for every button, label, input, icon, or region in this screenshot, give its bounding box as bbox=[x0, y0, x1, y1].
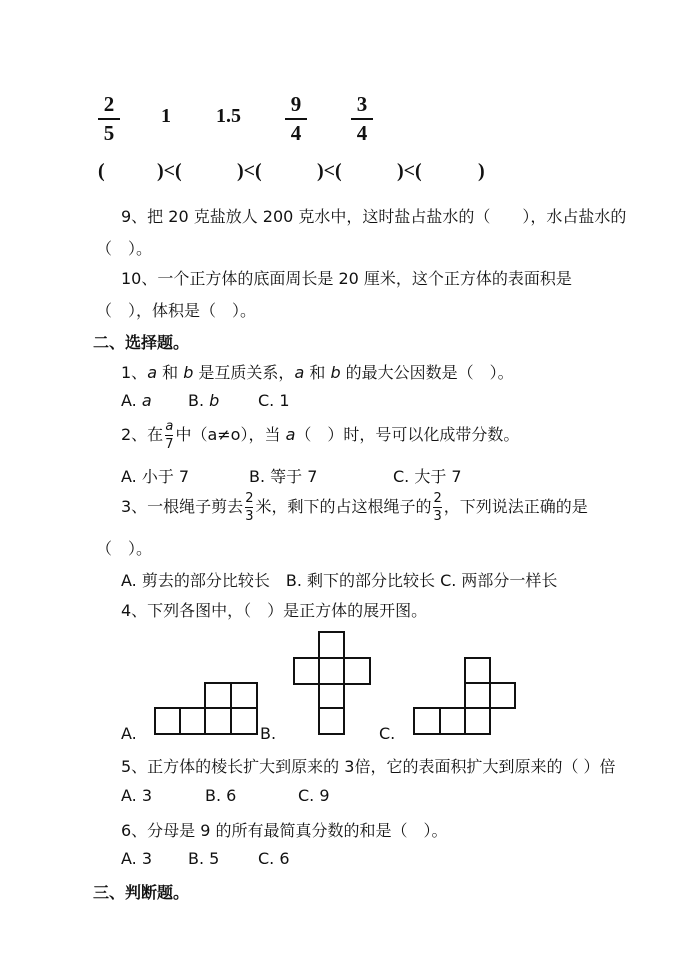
choice-3-question bbox=[121, 492, 588, 523]
text: 的最大公因数是（ ）。 bbox=[340, 363, 514, 382]
fraction-2-5 bbox=[98, 94, 120, 144]
text: （ ）时，号可以化成带分数。 bbox=[295, 425, 520, 444]
var-a: a bbox=[147, 363, 157, 382]
section-2-title: 二、选择题。 bbox=[93, 333, 190, 352]
order-paren-close: ) bbox=[478, 160, 485, 182]
choice-1-option-a bbox=[121, 391, 152, 410]
net-c-label: C. bbox=[379, 724, 396, 743]
fraction-2-3 bbox=[433, 492, 441, 523]
text: 3、一根绳子剪去 bbox=[121, 497, 244, 516]
q9-line1: 9、把 20 克盐放人 200 克水中，这时盐占盐水的（ ），水占盐水的 bbox=[121, 207, 627, 226]
order-gap-3: )<( bbox=[317, 160, 342, 182]
text: ，下列说法正确的是 bbox=[443, 497, 588, 516]
choice-2-question bbox=[121, 420, 519, 451]
text: 中（a≠o），当 bbox=[175, 425, 286, 444]
order-gap-2: )<( bbox=[237, 160, 262, 182]
order-paren-open: ( bbox=[98, 160, 105, 182]
q9-line2: （ ）。 bbox=[96, 239, 153, 258]
denominator: 4 bbox=[356, 121, 368, 145]
choice-2-option-c: C. 大于 7 bbox=[393, 467, 462, 486]
denominator: 3 bbox=[433, 509, 442, 524]
numerator: 9 bbox=[290, 92, 302, 116]
fraction-a-7 bbox=[165, 420, 173, 451]
choice-5-option-a: A. 3 bbox=[121, 786, 153, 805]
number-1: 1 bbox=[161, 105, 171, 127]
choice-3-options: A. 剪去的部分比较长 B. 剩下的部分比较长 C. 两部分一样长 bbox=[121, 571, 558, 590]
choice-3-line2: （ ）。 bbox=[96, 539, 153, 558]
denominator: 3 bbox=[245, 509, 254, 524]
option-value: a bbox=[141, 391, 152, 410]
q10-line2: （ ），体积是（ ）。 bbox=[96, 301, 257, 320]
choice-1-question bbox=[121, 360, 514, 383]
var-b: b bbox=[330, 363, 341, 382]
choice-2-option-b: B. 等于 7 bbox=[249, 467, 318, 486]
choice-6-question: 6、分母是 9 的所有最简真分数的和是（ ）。 bbox=[121, 821, 448, 840]
net-c-diagram bbox=[414, 658, 515, 734]
text: 和 bbox=[304, 363, 331, 382]
option-letter: A. bbox=[121, 391, 137, 410]
numerator: 2 bbox=[433, 491, 442, 506]
order-gap-1: )<( bbox=[157, 160, 182, 182]
var-a: a bbox=[285, 425, 296, 444]
numerator: 2 bbox=[103, 92, 115, 116]
var-b: b bbox=[183, 363, 194, 382]
numerator: 2 bbox=[245, 491, 254, 506]
choice-2-option-a: A. 小于 7 bbox=[121, 467, 190, 486]
net-a-diagram bbox=[155, 683, 257, 734]
denominator: 7 bbox=[165, 437, 174, 452]
text: 2、在 bbox=[121, 425, 164, 444]
choice-6-option-b: B. 5 bbox=[188, 849, 220, 868]
choice-6-option-a: A. 3 bbox=[121, 849, 153, 868]
net-b-diagram bbox=[294, 632, 370, 734]
choice-5-option-b: B. 6 bbox=[205, 786, 237, 805]
denominator: 5 bbox=[103, 121, 115, 145]
choice-5-option-c: C. 9 bbox=[298, 786, 330, 805]
net-a-label: A. bbox=[121, 724, 137, 743]
text: 是互质关系， bbox=[193, 363, 295, 382]
fraction-3-4 bbox=[351, 94, 373, 144]
number-1-5: 1.5 bbox=[216, 105, 241, 127]
fraction-9-4 bbox=[285, 94, 307, 144]
q10-line1: 10、一个正方体的底面周长是 20 厘米，这个正方体的表面积是 bbox=[121, 269, 572, 288]
net-b-label: B. bbox=[260, 724, 277, 743]
choice-1-option-c: C. 1 bbox=[258, 391, 290, 410]
text: 和 bbox=[157, 363, 184, 382]
option-value: b bbox=[209, 391, 220, 410]
choice-5-question: 5、正方体的棱长扩大到原来的 3倍，它的表面积扩大到原来的（ ）倍 bbox=[121, 757, 616, 776]
fraction-2-3 bbox=[245, 492, 253, 523]
text: 1、 bbox=[121, 363, 148, 382]
choice-4-question: 4、下列各图中，（ ）是正方体的展开图。 bbox=[121, 601, 428, 620]
denominator: 4 bbox=[290, 121, 302, 145]
var-a: a bbox=[294, 363, 305, 382]
text: 米，剩下的占这根绳子的 bbox=[255, 497, 432, 516]
order-gap-4: )<( bbox=[397, 160, 422, 182]
section-3-title: 三、判断题。 bbox=[93, 883, 190, 902]
numerator: 3 bbox=[356, 92, 368, 116]
choice-1-option-b bbox=[188, 391, 219, 410]
numerator: a bbox=[165, 419, 174, 434]
choice-6-option-c: C. 6 bbox=[258, 849, 290, 868]
option-letter: B. bbox=[188, 391, 205, 410]
